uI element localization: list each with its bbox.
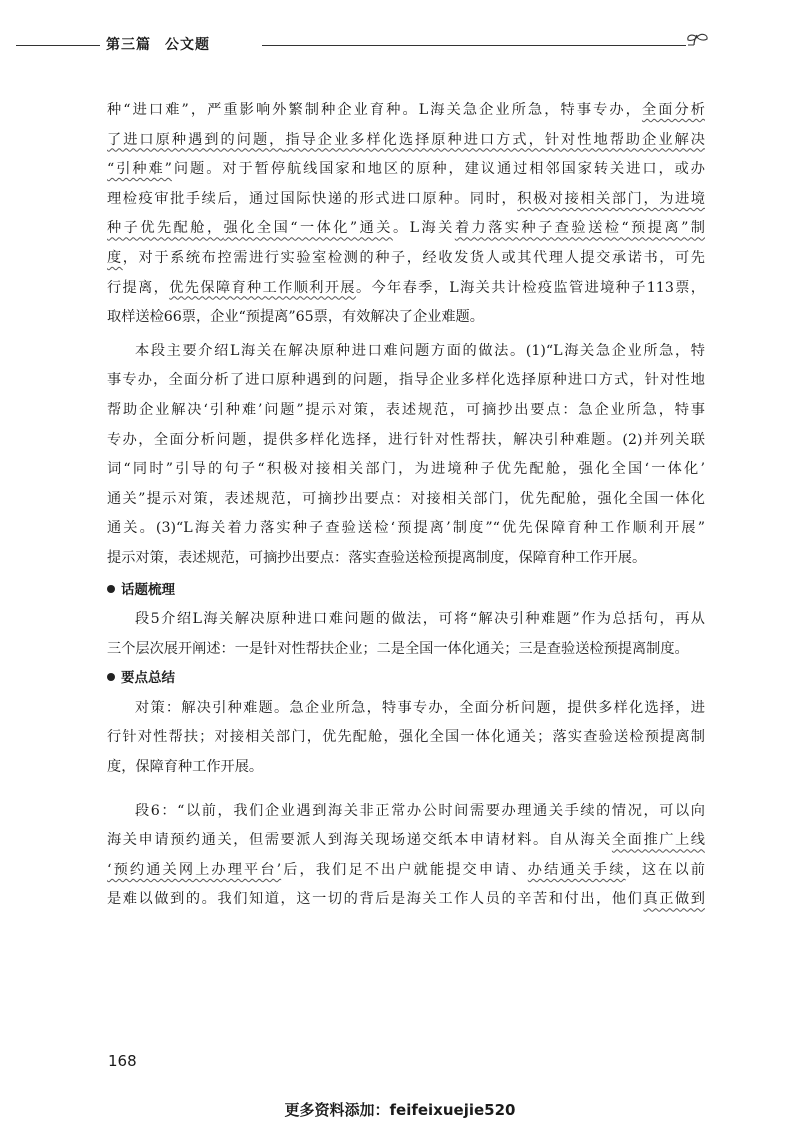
text-line: 取样送检66票，企业“预提离”65票，有效解决了企业难题。 bbox=[107, 309, 484, 326]
page-body bbox=[107, 96, 705, 915]
text-line: 专办，全面分析问题，提供多样化选择，进行针对性帮扶，解决引种难题。(2)并列关联 bbox=[107, 431, 705, 448]
text-line: 段6：“以前，我们企业遇到海关非正常办公时间需要办理通关手续的情况，可以向 bbox=[135, 802, 705, 819]
text-line: 本段主要介绍L海关在解决原种进口难问题方面的做法。(1)“L海关急企业所急，特 bbox=[135, 342, 705, 359]
text-line: 度，保障育种工作开展。 bbox=[107, 759, 264, 776]
running-header bbox=[0, 34, 800, 58]
text-line: 行提离，优先保障育种工作顺利开展。今年春季，L海关共计检疫监管进境种子113票， bbox=[107, 279, 705, 296]
text-line: 行针对性帮扶；对接相关部门，优先配舱，强化全国一体化通关；落实查验送检预提离制 bbox=[107, 729, 705, 746]
header-label bbox=[106, 34, 224, 54]
key-points-heading: 要点总结 bbox=[107, 664, 705, 694]
header-rule-right bbox=[262, 45, 686, 46]
bullet-icon bbox=[107, 673, 115, 681]
text-line: 通关”提示对策，表述规范，可摘抄出要点：对接相关部门，优先配舱，强化全国一体化 bbox=[107, 490, 705, 507]
header-part: 第三篇 bbox=[106, 37, 151, 53]
text-line: 海关申请预约通关，但需要派人到海关现场递交纸本申请材料。自从海关全面推广上线 bbox=[107, 832, 705, 849]
text-line: ‘预约通关网上办理平台’后，我们足不出户就能提交申请、办结通关手续，这在以前 bbox=[107, 861, 705, 878]
text-line: 提示对策，表述规范，可摘抄出要点：落实查验送检预提离制度，保障育种工作开展。 bbox=[107, 549, 647, 566]
text-line: 了进口原种遇到的问题，指导企业多样化选择原种进口方式，针对性地帮助企业解决 bbox=[107, 131, 705, 148]
text-line: 是难以做到的。我们知道，这一切的背后是海关工作人员的辛苦和付出，他们真正做到 bbox=[107, 891, 705, 908]
header-rule-left bbox=[16, 45, 100, 46]
text-line: 度，对于系统布控需进行实验室检测的种子，经收发货人或其代理人提交承诺书，可先 bbox=[107, 249, 705, 266]
text-line: 三个层次展开阐述：一是针对性帮扶企业；二是全国一体化通关；三是查验送检预提离制度。 bbox=[107, 640, 689, 657]
source-paragraph-6 bbox=[107, 797, 705, 915]
text-line: 词“同时”引导的句子“积极对接相关部门，为进境种子优先配舱，强化全国‘一体化’ bbox=[107, 461, 705, 478]
text-line: 事专办，全面分析了进口原种遇到的问题，指导企业多样化选择原种进口方式，针对性地 bbox=[107, 372, 705, 389]
text-line: 种“进口难”，严重影响外繁制种企业育种。L海关急企业所急，特事专办，全面分析 bbox=[107, 102, 705, 118]
text-line: 对策：解决引种难题。急企业所急，特事专办，全面分析问题，提供多样化选择，进 bbox=[135, 699, 705, 716]
topic-outline-paragraph bbox=[107, 605, 705, 664]
text-line: 通关。(3)“L海关着力落实种子查验送检‘预提离’制度”“优先保障育种工作顺利开展” bbox=[107, 520, 705, 537]
text-line: “引种难”问题。对于暂停航线国家和地区的原种，建议通过相邻国家转关进口，或办 bbox=[107, 161, 705, 178]
bullet-icon bbox=[107, 585, 115, 593]
text-line: 种子优先配舱，强化全国“一体化”通关。L海关着力落实种子查验送检“预提离”制 bbox=[107, 220, 705, 237]
source-paragraph-5 bbox=[107, 96, 705, 333]
text-line: 帮助企业解决‘引种难’问题”提示对策，表述规范，可摘抄出要点：急企业所急，特事 bbox=[107, 401, 705, 418]
analysis-paragraph bbox=[107, 337, 705, 574]
header-section: 公文题 bbox=[165, 37, 210, 53]
footer-note: 更多资料添加：feifeixuejie520 bbox=[284, 1101, 516, 1119]
page-number: 168 bbox=[108, 1052, 137, 1070]
text-line: 理检疫审批手续后，通过国际快递的形式进口原种。同时，积极对接相关部门，为进境 bbox=[107, 190, 705, 207]
topic-outline-heading: 话题梳理 bbox=[107, 576, 705, 606]
sprout-icon bbox=[684, 32, 710, 58]
text-line: 段5介绍L海关解决原种进口难问题的做法，可将“解决引种难题”作为总括句，再从 bbox=[135, 611, 705, 628]
key-points-paragraph bbox=[107, 694, 705, 783]
